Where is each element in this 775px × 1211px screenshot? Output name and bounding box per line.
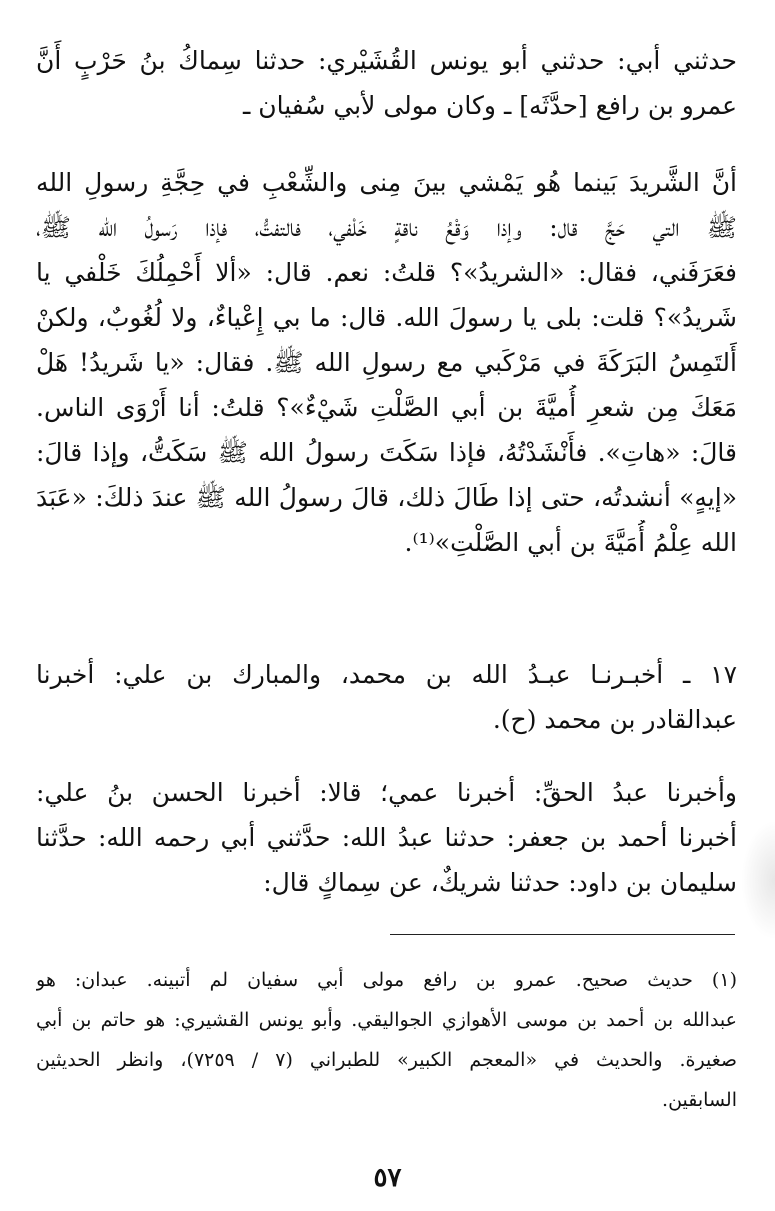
text-line: عبدالقادر بن محمد (ح). — [492, 705, 737, 734]
footnote — [36, 960, 737, 1120]
text-line: أَلتَمِسُ البَرَكَةَ في مَرْكَبي مع رسولِ الله ﷺ. فقال: «يا شَريدُ! هَلْ — [36, 348, 737, 377]
text-line: قالَ: «هاتِ». فأَنْشَدْتُهُ، فإذا سَكَتَ رسولُ الله ﷺ سَكَتُّ، وإذا قالَ: — [36, 438, 737, 467]
text-line: أخبرنا أحمد بن جعفر: حدثنا عبدُ الله: حدَّثني أبي رحمه الله: حدَّثنا — [36, 823, 737, 852]
text-line: شَريدُ»؟ قلت: بلى يا رسولَ الله. قال: ما بي إِعْياءٌ، ولا لُغُوبٌ، ولكنْ — [36, 303, 737, 332]
text-line: حدثني أبي: حدثني أبو يونس القُشَيْري: حدثنا سِماكُ بنُ حَرْبٍ أَنَّ — [36, 46, 737, 75]
paragraph-hadith-17 — [36, 652, 737, 742]
text-line: الله عِلْمُ أُمَيَّةَ بن أبي الصَّلْتِ»⁽¹⁾. — [404, 528, 737, 557]
text-line: عمرو بن رافع [حدَّثَه] ـ وكان مولى لأبي سُفيان ـ — [243, 91, 737, 120]
text-line: فعَرَفَني، فقال: «الشريدُ»؟ قلتُ: نعم. قال: «ألا أَحْمِلُكَ خَلْفي يا — [36, 258, 737, 287]
paragraph-isnad-2 — [36, 770, 737, 905]
text-line: وأخبرنا عبدُ الحقِّ: أخبرنا عمي؛ قالا: أخبرنا الحسن بنُ علي: — [36, 778, 737, 807]
footnote-separator — [390, 934, 735, 935]
text-line: ١٧ ـ أخبـرنـا عبـدُ الله بن محمد، والمبارك بن علي: أخبرنا — [36, 660, 737, 689]
footnote-line: صغيرة. والحديث في «المعجم الكبير» للطبراني (٧ / ٧٢٥٩)، وانظر الحديثين — [36, 1049, 737, 1071]
text-line: «إيهٍ» أنشدتُه، حتى إذا طَالَ ذلك، قالَ رسولُ الله ﷺ عندَ ذلكَ: «عَبَدَ — [36, 483, 737, 512]
footnote-line: السابقين. — [662, 1089, 737, 1111]
paragraph-hadith-text — [36, 160, 737, 565]
text-line: مَعَكَ مِن شعرِ أُميَّةَ بن أبي الصَّلْتِ شَيْءٌ»؟ قلتُ: أنا أَرْوَى الناس. — [36, 393, 737, 422]
text-line: أنَّ الشَّريدَ بَينما هُو يَمْشي بينَ مِنى والشِّعْبِ في حِجَّةِ رسولِ الله — [36, 168, 737, 197]
paragraph-isnad-1 — [36, 38, 737, 128]
page-number: ٥٧ — [373, 1163, 402, 1193]
text-line: سليمان بن داود: حدثنا شريكٌ، عن سِماكٍ قال: — [263, 868, 737, 897]
text-line: ﷺ التي حَجَّ قال: وإذا وَقْعُ ناقةٍ خَلْفي، فالتفتُّ، فإذا رَسولُ الله ﷺ، — [36, 213, 737, 242]
scan-shadow — [741, 820, 775, 940]
footnote-line: عبدالله بن أحمد بن موسى الأهوازي الجواليقي. وأبو يونس القشيري: هو حاتم بن أبي — [36, 1009, 737, 1031]
footnote-line: (١) حديث صحيح. عمرو بن رافع مولى أبي سفيان لم أتبينه. عبدان: هو — [36, 969, 737, 991]
